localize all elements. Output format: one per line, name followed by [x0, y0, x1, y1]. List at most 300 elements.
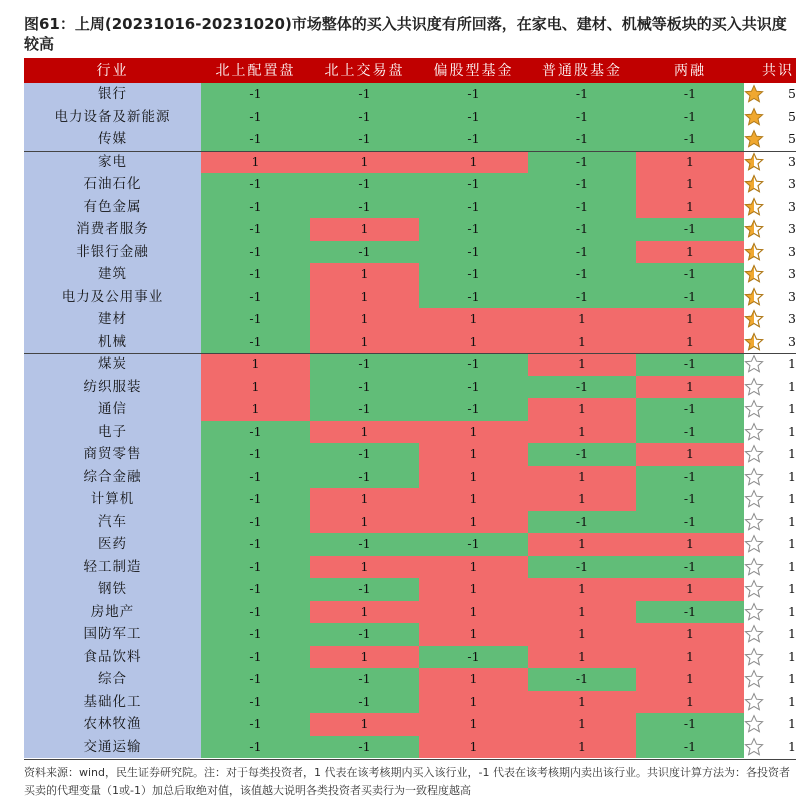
star-half-icon	[744, 242, 764, 262]
signal-cell: -1	[419, 106, 528, 129]
consensus-value: 1	[788, 671, 796, 686]
signal-cell: -1	[636, 106, 744, 129]
signal-cell: -1	[310, 353, 419, 376]
signal-cell: 1	[636, 241, 744, 264]
signal-cell: -1	[636, 488, 744, 511]
table-row	[24, 218, 796, 241]
consensus-value: 5	[788, 86, 796, 101]
table-row	[24, 398, 796, 421]
signal-cell: -1	[201, 218, 310, 241]
signal-cell: 1	[419, 331, 528, 354]
signal-cell: 1	[419, 713, 528, 736]
table-row	[24, 353, 796, 376]
column-header: 普通股基金	[542, 63, 622, 79]
consensus-value: 3	[788, 288, 796, 304]
industry-label: 建材	[24, 308, 201, 331]
consensus-value: 3	[788, 266, 796, 281]
star-empty-icon	[744, 489, 764, 509]
signal-cell: -1	[636, 286, 744, 309]
signal-cell: 1	[201, 353, 310, 376]
star-empty-icon	[744, 602, 764, 622]
star-empty-icon	[744, 557, 764, 577]
signal-cell: -1	[201, 556, 310, 579]
industry-label: 综合	[24, 668, 201, 691]
consensus-value: 1	[788, 693, 796, 709]
consensus-cell	[744, 173, 796, 196]
table-row	[24, 173, 796, 196]
star-empty-icon	[744, 399, 764, 419]
table-row	[24, 511, 796, 534]
table-row	[24, 443, 796, 466]
table-header	[24, 60, 796, 83]
signal-cell: -1	[419, 173, 528, 196]
signal-cell: -1	[201, 443, 310, 466]
industry-label: 银行	[24, 83, 201, 106]
star-empty-icon	[744, 669, 764, 689]
signal-cell: 1	[636, 151, 744, 174]
signal-cell: 1	[310, 286, 419, 309]
signal-cell: 1	[310, 331, 419, 354]
signal-cell: 1	[528, 421, 636, 444]
star-half-icon	[744, 264, 764, 284]
signal-cell: 1	[636, 668, 744, 691]
industry-label: 商贸零售	[24, 443, 201, 466]
consensus-cell	[744, 83, 796, 106]
consensus-value: 1	[788, 581, 796, 596]
signal-cell: -1	[201, 241, 310, 264]
consensus-value: 1	[788, 626, 796, 641]
signal-cell: 1	[310, 263, 419, 286]
signal-cell: -1	[310, 533, 419, 556]
table-row	[24, 128, 796, 151]
signal-cell: -1	[419, 263, 528, 286]
star-empty-icon	[744, 422, 764, 442]
consensus-table	[24, 83, 796, 759]
signal-cell: -1	[528, 511, 636, 534]
star-half-icon	[744, 287, 764, 307]
signal-cell: -1	[310, 443, 419, 466]
table-row	[24, 488, 796, 511]
industry-label: 电子	[24, 421, 201, 444]
table-row	[24, 578, 796, 601]
consensus-value: 1	[788, 491, 796, 506]
signal-cell: -1	[201, 331, 310, 354]
signal-cell: 1	[636, 308, 744, 331]
consensus-cell	[744, 488, 796, 511]
star-empty-icon	[744, 624, 764, 644]
consensus-value: 1	[788, 648, 796, 664]
column-header: 两融	[674, 63, 706, 79]
table-row	[24, 151, 796, 174]
signal-cell: -1	[528, 218, 636, 241]
consensus-cell	[744, 578, 796, 601]
consensus-value: 3	[788, 176, 796, 191]
industry-label: 农林牧渔	[24, 713, 201, 736]
star-empty-icon	[744, 467, 764, 487]
signal-cell: -1	[201, 308, 310, 331]
signal-cell: 1	[419, 556, 528, 579]
signal-cell: -1	[419, 376, 528, 399]
signal-cell: 1	[636, 623, 744, 646]
signal-cell: -1	[636, 398, 744, 421]
consensus-value: 3	[788, 221, 796, 236]
signal-cell: 1	[528, 736, 636, 759]
signal-cell: -1	[528, 556, 636, 579]
signal-cell: 1	[636, 173, 744, 196]
signal-cell: 1	[419, 511, 528, 534]
star-half-icon	[744, 152, 764, 172]
signal-cell: 1	[528, 601, 636, 624]
signal-cell: -1	[636, 466, 744, 489]
signal-cell: 1	[419, 601, 528, 624]
signal-cell: -1	[201, 263, 310, 286]
signal-cell: -1	[201, 128, 310, 151]
consensus-cell	[744, 533, 796, 556]
column-header: 北上交易盘	[324, 63, 405, 79]
signal-cell: -1	[636, 353, 744, 376]
table-row	[24, 196, 796, 219]
signal-cell: -1	[636, 83, 744, 106]
star-filled-icon	[744, 107, 764, 127]
signal-cell: -1	[201, 713, 310, 736]
table-row	[24, 601, 796, 624]
industry-label: 通信	[24, 398, 201, 421]
industry-label: 有色金属	[24, 196, 201, 219]
signal-cell: 1	[636, 376, 744, 399]
consensus-cell	[744, 151, 796, 174]
signal-cell: -1	[310, 173, 419, 196]
signal-cell: -1	[419, 83, 528, 106]
consensus-value: 3	[788, 311, 796, 326]
consensus-value: 1	[788, 536, 796, 551]
signal-cell: 1	[636, 196, 744, 219]
column-header: 共识	[762, 63, 794, 79]
signal-cell: 1	[528, 331, 636, 354]
star-empty-icon	[744, 714, 764, 734]
signal-cell: 1	[528, 533, 636, 556]
signal-cell: 1	[310, 218, 419, 241]
signal-cell: 1	[528, 623, 636, 646]
signal-cell: 1	[419, 691, 528, 714]
signal-cell: -1	[636, 421, 744, 444]
table-row	[24, 668, 796, 691]
table-row	[24, 106, 796, 129]
consensus-cell	[744, 308, 796, 331]
industry-label: 石油石化	[24, 173, 201, 196]
star-filled-icon	[744, 129, 764, 149]
signal-cell: -1	[310, 106, 419, 129]
star-empty-icon	[744, 647, 764, 667]
consensus-cell	[744, 623, 796, 646]
signal-cell: 1	[419, 443, 528, 466]
consensus-cell	[744, 646, 796, 669]
signal-cell: -1	[419, 286, 528, 309]
industry-label: 医药	[24, 533, 201, 556]
table-row	[24, 646, 796, 669]
signal-cell: -1	[419, 646, 528, 669]
star-empty-icon	[744, 377, 764, 397]
signal-cell: 1	[419, 623, 528, 646]
consensus-cell	[744, 601, 796, 624]
consensus-value: 1	[788, 513, 796, 529]
signal-cell: -1	[528, 263, 636, 286]
industry-label: 传媒	[24, 128, 201, 151]
consensus-value: 1	[788, 446, 796, 461]
consensus-cell	[744, 466, 796, 489]
signal-cell: -1	[310, 241, 419, 264]
signal-cell: 1	[636, 646, 744, 669]
signal-cell: 1	[310, 556, 419, 579]
star-half-icon	[744, 174, 764, 194]
chart-title: 图61：上周(20231016-20231020)市场整体的买入共识度有所回落，在家电、建材、机械等板块的买入共识度较高	[24, 15, 787, 53]
consensus-cell	[744, 668, 796, 691]
consensus-cell	[744, 556, 796, 579]
signal-cell: -1	[310, 736, 419, 759]
table-row	[24, 713, 796, 736]
signal-cell: -1	[528, 241, 636, 264]
table-row	[24, 263, 796, 286]
signal-cell: -1	[528, 286, 636, 309]
table-row	[24, 241, 796, 264]
star-empty-icon	[744, 692, 764, 712]
industry-label: 非银行金融	[24, 241, 201, 264]
signal-cell: -1	[636, 263, 744, 286]
table-row	[24, 331, 796, 354]
signal-cell: 1	[310, 511, 419, 534]
consensus-cell	[744, 241, 796, 264]
signal-cell: -1	[528, 376, 636, 399]
signal-cell: -1	[201, 601, 310, 624]
star-empty-icon	[744, 354, 764, 374]
star-half-icon	[744, 309, 764, 329]
column-header: 偏股型基金	[433, 63, 514, 79]
signal-cell: -1	[419, 353, 528, 376]
signal-cell: -1	[419, 218, 528, 241]
signal-cell: -1	[201, 421, 310, 444]
signal-cell: -1	[201, 578, 310, 601]
signal-cell: 1	[528, 308, 636, 331]
signal-cell: -1	[201, 488, 310, 511]
signal-cell: -1	[201, 106, 310, 129]
signal-cell: 1	[528, 488, 636, 511]
table-row	[24, 376, 796, 399]
signal-cell: -1	[636, 556, 744, 579]
signal-cell: 1	[201, 151, 310, 174]
signal-cell: -1	[528, 106, 636, 129]
industry-label: 基础化工	[24, 691, 201, 714]
signal-cell: 1	[310, 601, 419, 624]
star-empty-icon	[744, 444, 764, 464]
signal-cell: 1	[419, 736, 528, 759]
consensus-cell	[744, 353, 796, 376]
industry-label: 汽车	[24, 511, 201, 534]
signal-cell: 1	[636, 443, 744, 466]
industry-label: 综合金融	[24, 466, 201, 489]
consensus-value: 1	[788, 738, 796, 754]
industry-label: 电力及公用事业	[24, 286, 201, 309]
signal-cell: 1	[419, 578, 528, 601]
signal-cell: -1	[419, 398, 528, 421]
signal-cell: -1	[201, 736, 310, 759]
signal-cell: 1	[528, 353, 636, 376]
consensus-cell	[744, 286, 796, 309]
signal-cell: -1	[201, 533, 310, 556]
signal-cell: -1	[528, 151, 636, 174]
table-row	[24, 736, 796, 759]
consensus-cell	[744, 398, 796, 421]
consensus-cell	[744, 443, 796, 466]
signal-cell: -1	[310, 578, 419, 601]
consensus-value: 3	[788, 243, 796, 259]
industry-label: 机械	[24, 331, 201, 354]
signal-cell: -1	[310, 466, 419, 489]
industry-label: 家电	[24, 151, 201, 174]
star-filled-icon	[744, 84, 764, 104]
signal-cell: 1	[528, 466, 636, 489]
consensus-cell	[744, 196, 796, 219]
signal-cell: 1	[528, 578, 636, 601]
consensus-value: 5	[788, 131, 796, 146]
table-row	[24, 421, 796, 444]
signal-cell: 1	[419, 151, 528, 174]
signal-cell: 1	[528, 713, 636, 736]
consensus-cell	[744, 218, 796, 241]
signal-cell: 1	[419, 466, 528, 489]
consensus-value: 5	[788, 108, 796, 124]
signal-cell: -1	[201, 623, 310, 646]
signal-cell: -1	[201, 173, 310, 196]
signal-cell: -1	[201, 691, 310, 714]
signal-cell: -1	[201, 466, 310, 489]
signal-cell: -1	[310, 128, 419, 151]
consensus-cell	[744, 331, 796, 354]
signal-cell: -1	[419, 196, 528, 219]
star-empty-icon	[744, 737, 764, 757]
signal-cell: -1	[636, 713, 744, 736]
consensus-value: 1	[788, 468, 796, 484]
signal-cell: -1	[201, 83, 310, 106]
signal-cell: -1	[201, 196, 310, 219]
signal-cell: 1	[310, 646, 419, 669]
table-row	[24, 556, 796, 579]
signal-cell: -1	[419, 533, 528, 556]
consensus-cell	[744, 263, 796, 286]
signal-cell: -1	[310, 668, 419, 691]
signal-cell: 1	[310, 488, 419, 511]
consensus-value: 1	[788, 356, 796, 371]
table-row	[24, 466, 796, 489]
signal-cell: -1	[310, 83, 419, 106]
consensus-value: 3	[788, 198, 796, 214]
signal-cell: -1	[636, 511, 744, 534]
signal-cell: -1	[201, 668, 310, 691]
bottom-rule	[24, 759, 796, 760]
industry-label: 轻工制造	[24, 556, 201, 579]
table-row	[24, 691, 796, 714]
signal-cell: 1	[636, 533, 744, 556]
signal-cell: 1	[636, 331, 744, 354]
consensus-value: 1	[788, 401, 796, 416]
signal-cell: -1	[528, 196, 636, 219]
column-header: 北上配置盘	[215, 63, 296, 79]
industry-label: 建筑	[24, 263, 201, 286]
signal-cell: -1	[310, 398, 419, 421]
signal-cell: -1	[528, 443, 636, 466]
industry-label: 国防军工	[24, 623, 201, 646]
consensus-value: 1	[788, 603, 796, 619]
consensus-value: 3	[788, 333, 796, 349]
signal-cell: -1	[310, 691, 419, 714]
signal-cell: -1	[636, 128, 744, 151]
signal-cell: -1	[419, 241, 528, 264]
signal-cell: 1	[310, 151, 419, 174]
signal-cell: 1	[636, 691, 744, 714]
industry-label: 电力设备及新能源	[24, 106, 201, 129]
consensus-cell	[744, 106, 796, 129]
consensus-cell	[744, 713, 796, 736]
consensus-cell	[744, 376, 796, 399]
signal-cell: -1	[419, 128, 528, 151]
industry-label: 纺织服装	[24, 376, 201, 399]
signal-cell: -1	[201, 646, 310, 669]
source-note: 资料来源：wind，民生证券研究院。注：对于每类投资者，1 代表在该考核期内买入该行业，-1 代表在该考核期内卖出该行业。共识度计算方法为：各投资者买卖的代理变量（1或-1）加总后取绝对值，该值越大说明各类投资者买卖行为一致程度越高	[24, 766, 790, 797]
signal-cell: -1	[310, 623, 419, 646]
signal-cell: 1	[310, 421, 419, 444]
table-row	[24, 83, 796, 106]
signal-cell: 1	[201, 376, 310, 399]
star-half-icon	[744, 332, 764, 352]
signal-cell: 1	[636, 578, 744, 601]
signal-cell: -1	[201, 511, 310, 534]
industry-label: 食品饮料	[24, 646, 201, 669]
group-separator	[24, 151, 796, 152]
consensus-value: 3	[788, 153, 796, 169]
star-empty-icon	[744, 579, 764, 599]
signal-cell: -1	[201, 286, 310, 309]
signal-cell: 1	[201, 398, 310, 421]
industry-label: 交通运输	[24, 736, 201, 759]
consensus-cell	[744, 691, 796, 714]
signal-cell: -1	[528, 173, 636, 196]
signal-cell: 1	[528, 646, 636, 669]
table-row	[24, 533, 796, 556]
industry-label: 消费者服务	[24, 218, 201, 241]
star-half-icon	[744, 219, 764, 239]
signal-cell: 1	[310, 308, 419, 331]
signal-cell: 1	[528, 691, 636, 714]
consensus-cell	[744, 128, 796, 151]
table-row	[24, 286, 796, 309]
consensus-cell	[744, 421, 796, 444]
signal-cell: -1	[528, 128, 636, 151]
signal-cell: 1	[419, 421, 528, 444]
signal-cell: -1	[636, 218, 744, 241]
consensus-value: 1	[788, 423, 796, 439]
star-empty-icon	[744, 512, 764, 532]
table-row	[24, 623, 796, 646]
column-header: 行业	[96, 63, 129, 79]
signal-cell: -1	[310, 376, 419, 399]
signal-cell: -1	[636, 601, 744, 624]
star-empty-icon	[744, 534, 764, 554]
signal-cell: 1	[419, 668, 528, 691]
signal-cell: -1	[528, 83, 636, 106]
signal-cell: 1	[419, 308, 528, 331]
industry-label: 房地产	[24, 601, 201, 624]
industry-label: 煤炭	[24, 353, 201, 376]
consensus-value: 1	[788, 378, 796, 394]
industry-label: 计算机	[24, 488, 201, 511]
